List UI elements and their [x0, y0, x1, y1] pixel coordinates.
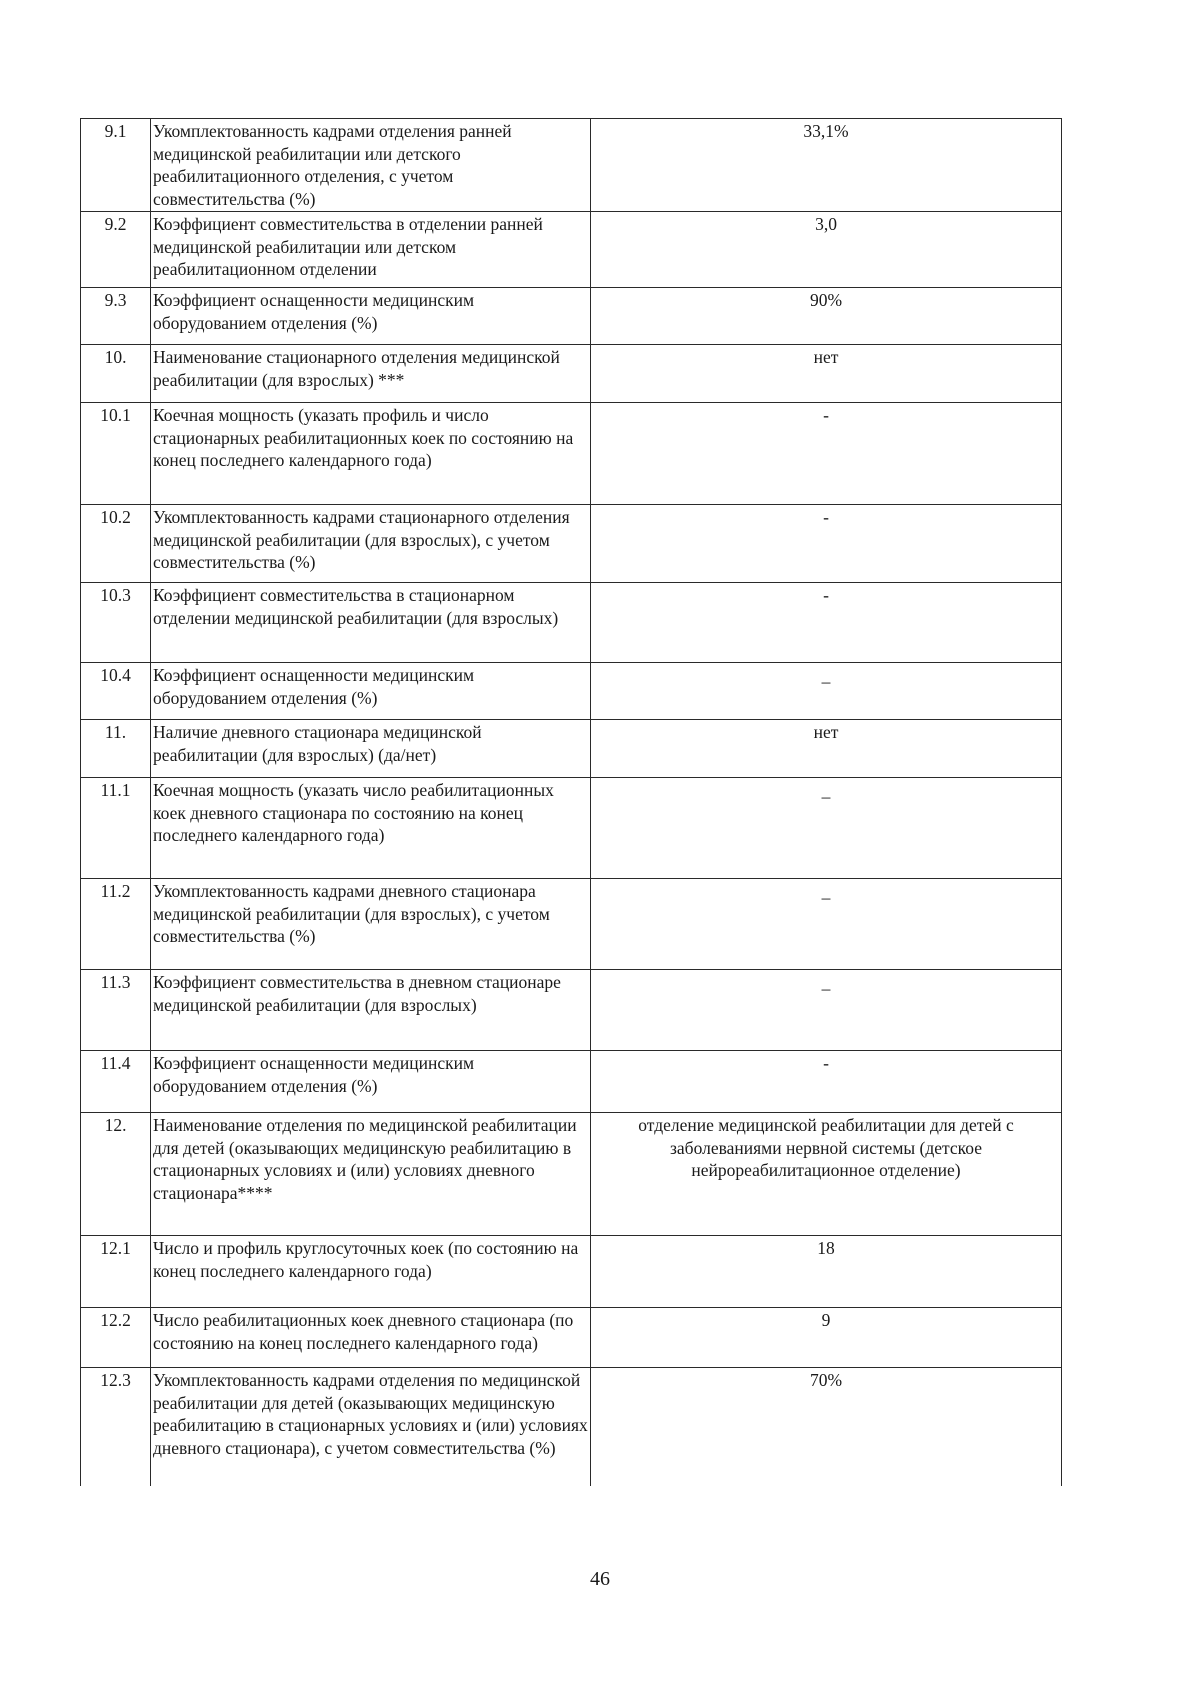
row-description: Наличие дневного стационара медицинской реабилитации (для взрослых) (да/нет): [151, 720, 591, 778]
row-value: _: [591, 879, 1062, 970]
row-description: Наименование отделения по медицинской реабилитации для детей (оказывающих медицинскую реабилитацию в стационарных условиях и (или) условиях дневного стационара****: [151, 1113, 591, 1236]
row-value: нет: [591, 345, 1062, 403]
row-description: Число и профиль круглосуточных коек (по состоянию на конец последнего календарного года): [151, 1236, 591, 1308]
table-row: [81, 345, 1062, 403]
row-number: 11.1: [81, 778, 151, 879]
row-description: Коэффициент совместительства в отделении ранней медицинской реабилитации или детском реабилитационном отделении: [151, 212, 591, 288]
table-row: [81, 1368, 1062, 1486]
row-description: Коэффициент оснащенности медицинским оборудованием отделения (%): [151, 1051, 591, 1113]
table-row: [81, 720, 1062, 778]
table-row: [81, 119, 1062, 212]
row-number: 9.1: [81, 119, 151, 212]
row-description: Коэффициент оснащенности медицинским оборудованием отделения (%): [151, 663, 591, 720]
row-value: 3,0: [591, 212, 1062, 288]
table-row: [81, 583, 1062, 663]
table-row: [81, 663, 1062, 720]
row-value: 18: [591, 1236, 1062, 1308]
table-row: [81, 879, 1062, 970]
row-value: -: [591, 583, 1062, 663]
table-row: [81, 505, 1062, 583]
rehabilitation-indicators-table: [80, 118, 1062, 1486]
table-row: [81, 288, 1062, 345]
row-description: Коэффициент совместительства в дневном стационаре медицинской реабилитации (для взрослых): [151, 970, 591, 1051]
table-row: [81, 403, 1062, 505]
row-description: Коэффициент оснащенности медицинским оборудованием отделения (%): [151, 288, 591, 345]
row-description-text: Число реабилитационных коек дневного стационара (по состоянию на конец последнего календарного года): [153, 1310, 574, 1353]
row-number: 9.3: [81, 288, 151, 345]
row-number: 9.2: [81, 212, 151, 288]
row-number: 11.4: [81, 1051, 151, 1113]
row-value: -: [591, 403, 1062, 505]
page-number: 46: [590, 1568, 610, 1590]
row-number: 12.3: [81, 1368, 151, 1486]
row-number: 12.2: [81, 1308, 151, 1368]
row-description: Наименование стационарного отделения медицинской реабилитации (для взрослых) ***: [151, 345, 591, 403]
row-value: 9: [591, 1308, 1062, 1368]
row-description: Укомплектованность кадрами дневного стационара медицинской реабилитации (для взрослых), с учетом совместительства (%): [151, 879, 591, 970]
row-value: _: [591, 970, 1062, 1051]
row-number: 10.2: [81, 505, 151, 583]
table-row: [81, 212, 1062, 288]
table-row: [81, 1051, 1062, 1113]
table-row: [81, 1308, 1062, 1368]
row-value: 33,1%: [591, 119, 1062, 212]
row-number: 10.4: [81, 663, 151, 720]
row-number: 11.2: [81, 879, 151, 970]
row-description: Коечная мощность (указать профиль и число стационарных реабилитационных коек по состоянию на конец последнего календарного года): [151, 403, 591, 505]
row-number: 10.3: [81, 583, 151, 663]
table-row: [81, 1236, 1062, 1308]
row-number: 11.: [81, 720, 151, 778]
row-description: Укомплектованность кадрами отделения по медицинской реабилитации для детей (оказывающих медицинскую реабилитацию в стационарных условиях и (или) условиях дневного стационара), с учетом совместительства (%): [151, 1368, 591, 1486]
row-number: 10.: [81, 345, 151, 403]
row-number: 10.1: [81, 403, 151, 505]
row-description: Укомплектованность кадрами отделения ранней медицинской реабилитации или детского реабилитационного отделения, с учетом совместительства (%): [151, 119, 591, 212]
row-description: Коэффициент совместительства в стационарном отделении медицинской реабилитации (для взрослых): [151, 583, 591, 663]
row-value: _: [591, 663, 1062, 720]
row-description: Укомплектованность кадрами стационарного отделения медицинской реабилитации (для взрослых), с учетом совместительства (%): [151, 505, 591, 583]
row-number: 12.1: [81, 1236, 151, 1308]
row-value: -: [591, 505, 1062, 583]
row-value: отделение медицинской реабилитации для детей с заболеваниями нервной системы (детское нейрореабилитационное отделение): [591, 1113, 1062, 1236]
table-row: [81, 970, 1062, 1051]
row-number: 11.3: [81, 970, 151, 1051]
table-row: [81, 1113, 1062, 1236]
row-value: 70%: [591, 1368, 1062, 1486]
row-value: _: [591, 778, 1062, 879]
row-value: нет: [591, 720, 1062, 778]
row-description: Коечная мощность (указать число реабилитационных коек дневного стационара по состоянию на конец последнего календарного года): [151, 778, 591, 879]
row-number: 12.: [81, 1113, 151, 1236]
row-value: -: [591, 1051, 1062, 1113]
row-value: 90%: [591, 288, 1062, 345]
table-row: [81, 778, 1062, 879]
row-description: [151, 1308, 591, 1368]
